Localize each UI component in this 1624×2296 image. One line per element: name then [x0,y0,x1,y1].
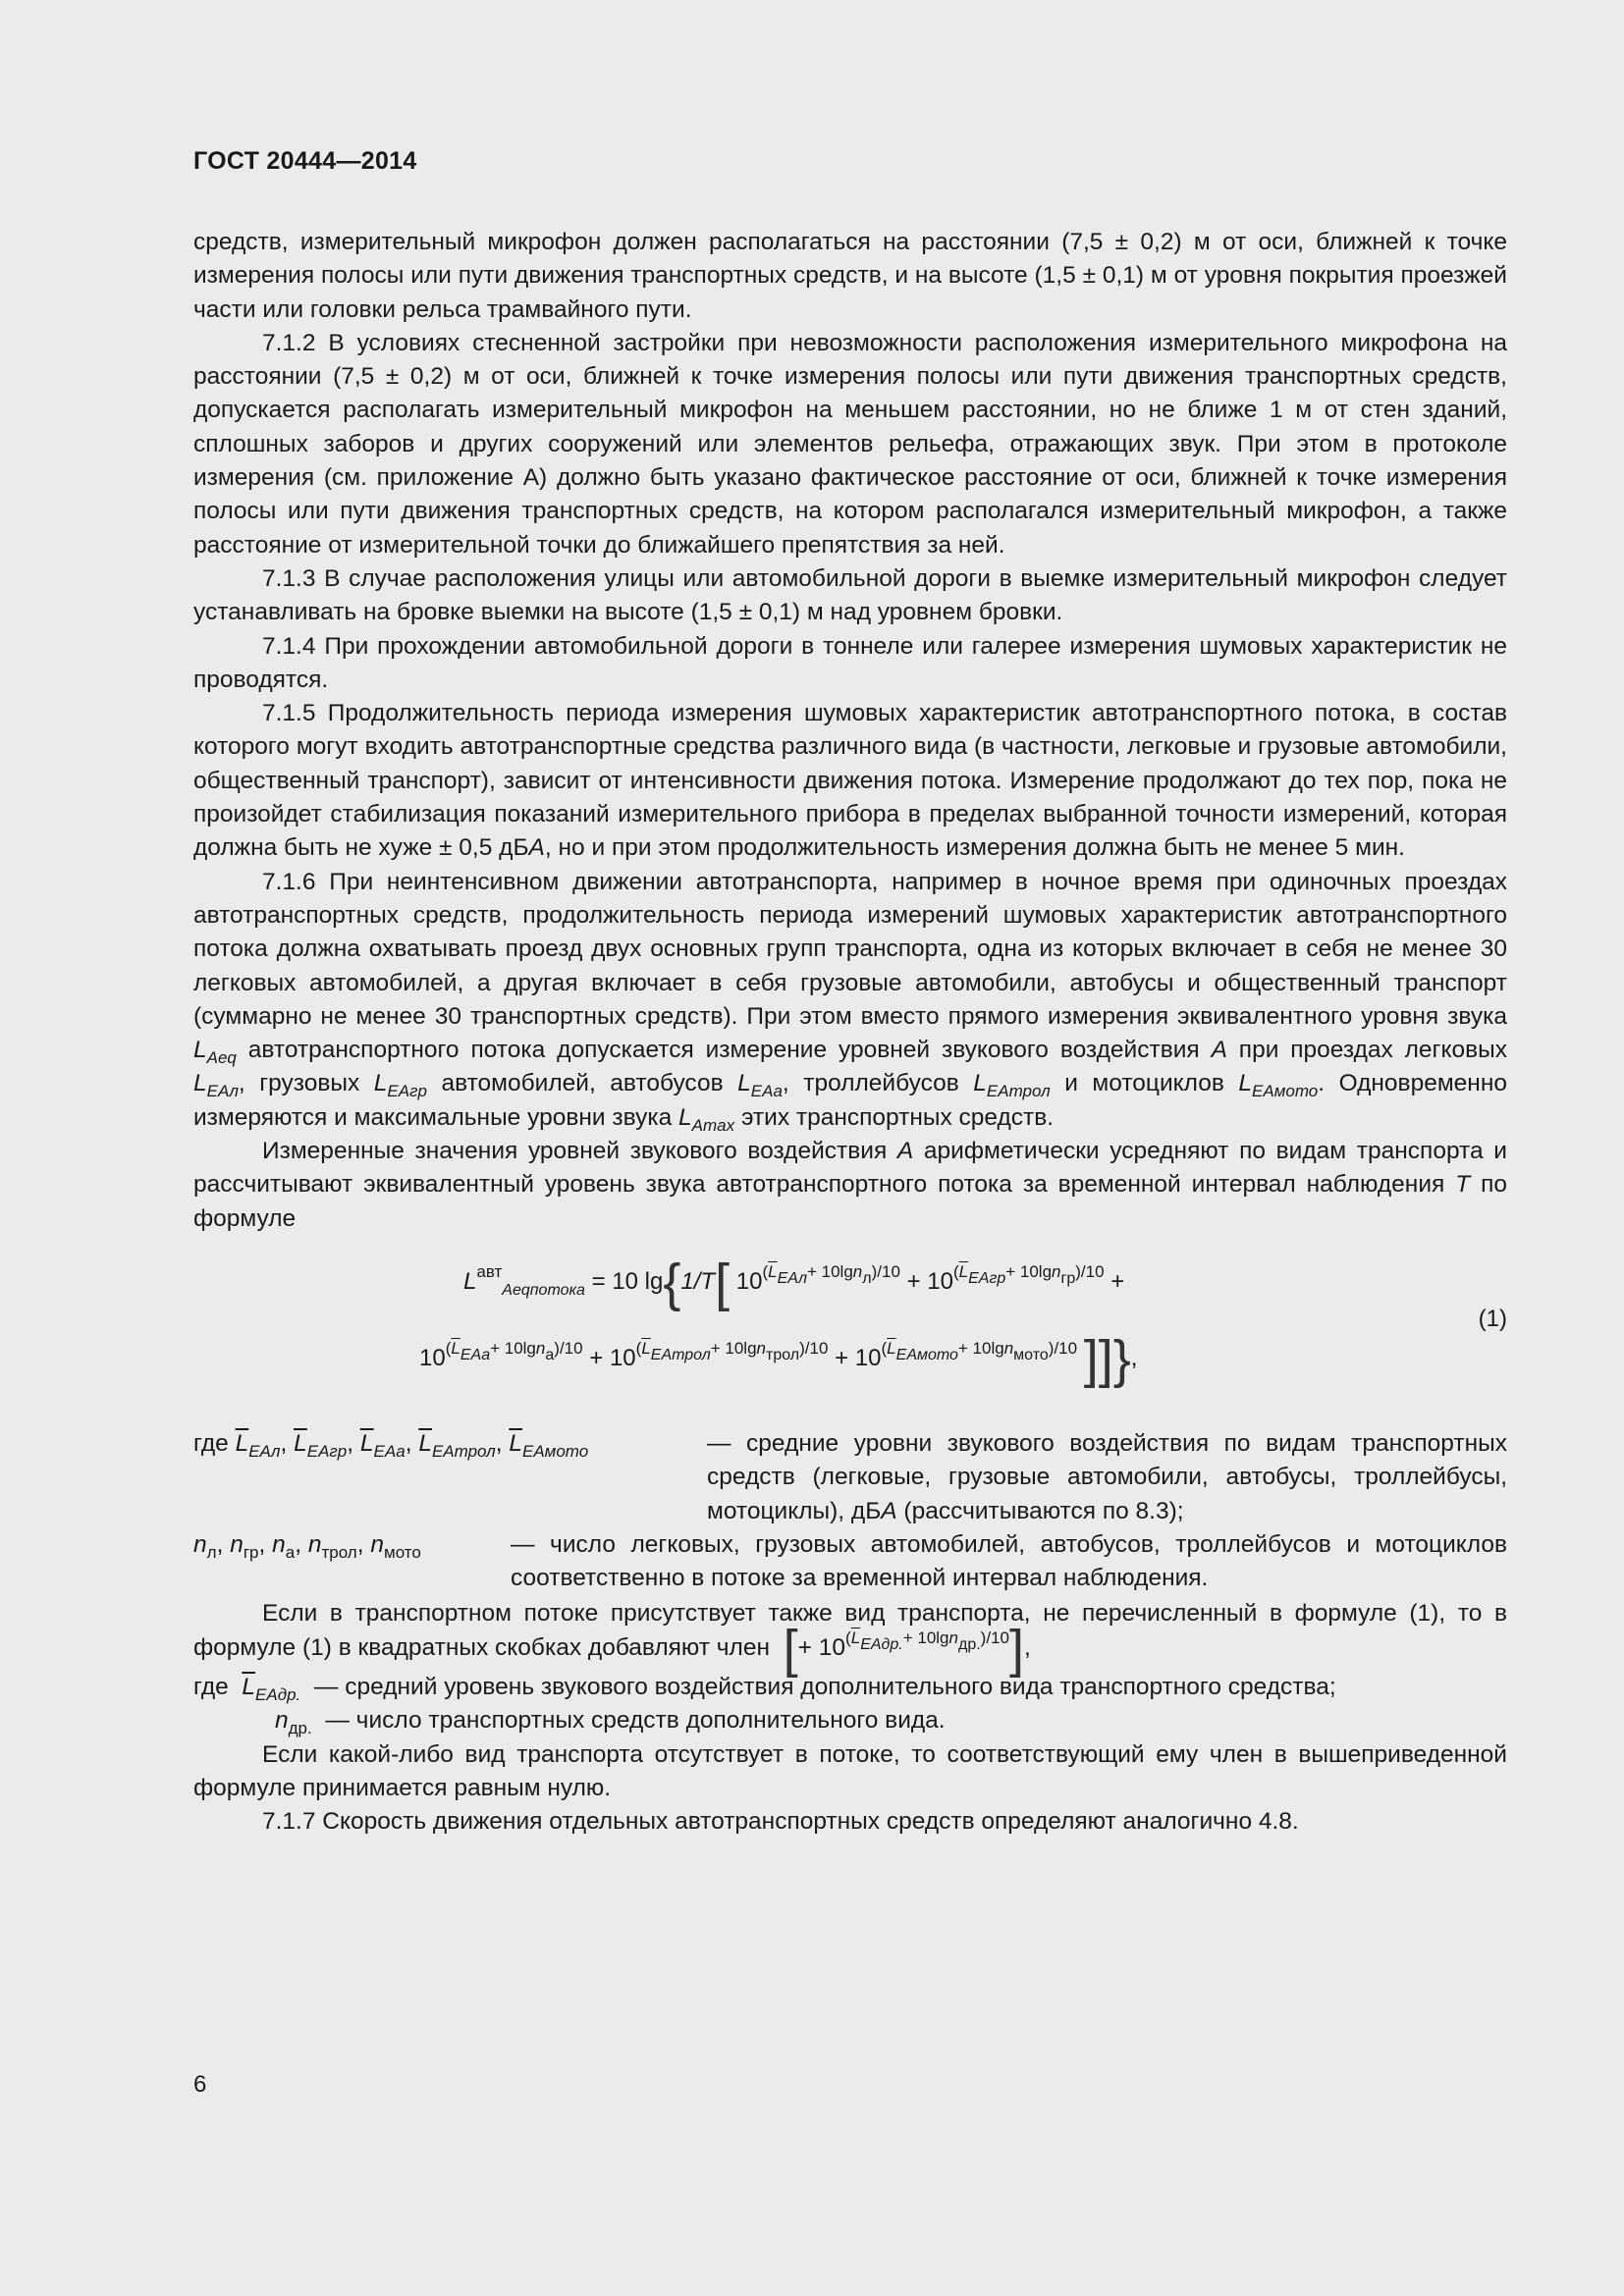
paragraph-zero-term: Если какой-либо вид транспорта отсутствует в потоке, то соответствующий ему член в вышеприведенной формуле принимается равным нулю. [193,1740,1507,1801]
symbol-T: Т [1455,1171,1471,1199]
text-run: при проездах легковых [1226,1037,1507,1064]
extra-def-2: $n_{др.}$ — число транспортных средств дополнительного вида. [275,1707,946,1738]
symbol-L: L [193,1037,207,1064]
text-run: . Одновременно измеряются и максимальные уровни звука [193,1070,1507,1131]
symbol-L: L [1238,1070,1253,1097]
symbol-sub: EAгр [387,1082,427,1101]
document-header: ГОСТ 20444—2014 [193,147,417,175]
text-run: 7.1.5 Продолжительность периода измерения шумовых характеристик автотранспортного потока, в состав которого могут входить автотранспортные средства различного вида (в частности, легковые и грузовые автомобили, общественный транспорт), зависит от интенсивности движения потока. Измерение продолжают до тех пор, пока не произойдет стабилизация показаний измерительного прибора в пределах выбранной точности измерений, которая должна быть не хуже ± 0,5 дБ [193,700,1507,862]
symbol-sub: EAтрол [986,1082,1051,1101]
text-run: автомобилей, автобусов [426,1070,738,1097]
symbol-sub: EAa [750,1082,783,1101]
symbol-L: L [193,1070,207,1097]
paragraph-continuation: средств, измерительный микрофон должен располагаться на расстоянии (7,5 ± 0,2) м от оси, ближней к точке измерения полосы или пути движения транспортных средств, и на высоте (1,5 ± 0,1) м от уровня покрытия проезжей части или головки рельса трамвайного пути. [193,229,1507,323]
formula-1 [193,1246,1507,1417]
page-number: 6 [193,2071,207,2098]
symbol-sub: EAл [206,1082,239,1101]
definition-term: $n_л$, $n_{гр}$, $n_а$, $n_{трол}$, $n_{мото}$ [193,1530,421,1562]
symbol-A: А [896,1138,914,1165]
text-run: , грузовых [238,1070,374,1097]
text-run: автотранспортного потока допускается измерение уровней звукового воздействия [236,1037,1212,1064]
paragraph-7-1-4: 7.1.4 При прохождении автомобильной дороги в тоннеле или галерее измерения шумовых характеристик не проводятся. [193,632,1507,693]
symbol-sub: Amax [691,1115,735,1135]
symbol-A: А [528,834,545,862]
definition-term: где $\overline{L}_{EAл}$, $\overline{L}_{EAгр}$, $\overline{L}_{EAа}$, $\overline{L}_{EAтрол}$, $\overline{L}_{EAмото}$ [193,1429,589,1461]
text-run: этих транспортных средств. [734,1103,1055,1131]
text-run: Измеренные значения уровней звукового воздействия [262,1138,897,1165]
text-run: по формуле [193,1171,1507,1232]
text-run: и мотоциклов [1050,1070,1239,1097]
paragraph-extra-term: Если в транспортном потоке присутствует также вид транспорта, не перечисленный в формуле (1), то в формуле (1) в квадратных скобках добавляют член [+ $10^{(\overline{L}EAдр.+ 10lgnдр.)/10}$], [193,1600,1507,1679]
definition-desc: — число легковых, грузовых автомобилей, автобусов, троллейбусов и мотоциклов соответственно в потоке за временной интервал наблюдения. [511,1530,1507,1592]
text-run: арифметически усредняют по видам транспорта и рассчитывают эквивалентный уровень звука автотранспортного потока за временной интервал наблюдения [193,1138,1507,1199]
symbol-A: А [1211,1037,1227,1064]
symbol-L: L [373,1070,388,1097]
extra-def-1: где $\overline{L}_{EAдр.}$ — средний уровень звукового воздействия дополнительного вида транспортного средства; [193,1673,1336,1704]
formula-line-1: $L^{авт}_{Aeqпотока} = 10$ lg{1/T[ $10^{(\overline{L}EAл+ 10lgnл)/10} + 10^{(\overline{L}EAгр+ 10lgnгр)/10}$ + [463,1253,1125,1312]
paragraph-7-1-2: 7.1.2 В условиях стесненной застройки при невозможности расположения измерительного микрофона на расстоянии (7,5 ± 0,2) м от оси, ближней к точке измерения полосы или пути движения транспортных средств, допускается располагать измерительный микрофон на меньшем расстоянии, но не ближе 1 м от стен зданий, сплошных заборов и других сооружений или элементов рельефа, отражающих звук. При этом в протоколе измерения (см. приложение А) должно быть указано фактическое расстояние от оси, ближней к точке измерения полосы или пути движения транспортных средств, на котором располагался измерительный микрофон, а также расстояние от измерительной точки до ближайшего препятствия за ней. [193,329,1507,559]
paragraph-7-1-7: 7.1.7 Скорость движения отдельных автотранспортных средств определяют аналогично 4.8. [262,1808,1299,1836]
symbol-sub: EAмото [1252,1082,1319,1101]
paragraph-7-1-3: 7.1.3 В случае расположения улицы или автомобильной дороги в выемке измерительный микрофон следует устанавливать на бровке выемки на высоте (1,5 ± 0,1) м над уровнем бровки. [193,564,1507,626]
formula-line-2: $10^{(\overline{L}EAa+ 10lgnа)/10} + 10^{(\overline{L}EAтрол+ 10lgnтрол)/10} + 10^{(\overline{L}EAмото+ 10lgnмото)/10}$ ]]}, [419,1329,1138,1389]
paragraph-7-1-6 [193,866,1507,1135]
symbol-L: L [737,1070,751,1097]
extra-definitions [193,1671,1507,1738]
text-run: , но и при этом продолжительность измерения должна быть не менее 5 мин. [544,834,1405,862]
definition-desc: — средние уровни звукового воздействия по видам транспортных средств (легковые, грузовые автомобили, автобусы, троллейбусы, мотоциклы), дБА (рассчитываются по 8.3); [707,1429,1507,1524]
symbol-L: L [973,1070,987,1097]
definition-list [193,1427,1507,1528]
definition-list-2 [193,1528,1507,1596]
text-run: , троллейбусов [782,1070,974,1097]
symbol-sub: Aeq [206,1048,237,1068]
main-text [193,226,1507,1839]
text-run: 7.1.6 При неинтенсивном движении автотранспорта, например в ночное время при одиночных проездах автотранспортных средств, продолжительность периода измерений шумовых характеристик автотранспортного потока должна охватывать проезд двух основных групп транспорта, одна из которых включает в себя не менее 30 легковых автомобилей, а другая включает в себя грузовые автомобили, автобусы и общественный транспорт (суммарно не менее 30 транспортных средств). При этом вместо прямого измерения эквивалентного уровня звука [193,868,1507,1030]
formula-number: (1) [1478,1305,1507,1332]
paragraph-measured-values [193,1135,1507,1236]
paragraph-7-1-5 [193,697,1507,865]
symbol-L: L [678,1103,692,1131]
